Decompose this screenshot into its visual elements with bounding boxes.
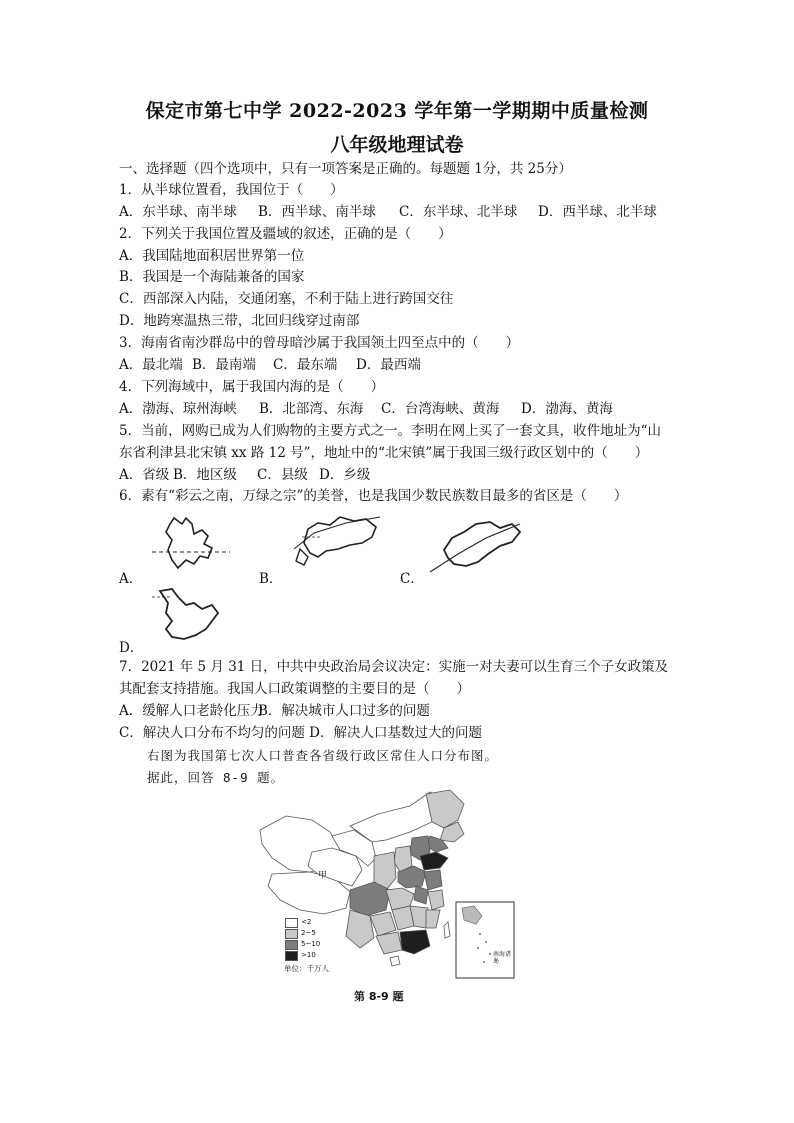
q5-option-d: D．乡级 (319, 467, 371, 483)
legend-unit: 单位：千万人 (284, 964, 329, 973)
question-5-line-1: 5．当前，网购已成为人们购物的主要方式之一。李明在网上买了一套文具，收件地址为“山 (119, 423, 661, 439)
exam-subtitle: 八年级地理试卷 (330, 134, 464, 156)
q1-option-b: B．西半球、南半球 (258, 204, 376, 220)
question-7-line-1: 7．2021 年 5 月 31 日，中共中央政治局会议决定：实施一对夫妻可以生育三个子女政策及 (119, 659, 669, 675)
q7-option-a: A．缓解人口老龄化压力 (119, 703, 264, 719)
q2-option-c: C．西部深入内陆，交通闭塞，不利于陆上进行跨国交往 (119, 291, 454, 307)
q5-option-c: C．县级 (257, 467, 308, 483)
q3-option-b: B．最南端 (192, 357, 256, 373)
legend-swatch-5-10 (285, 940, 298, 950)
q6-label-b: B． (259, 571, 283, 587)
q2-option-d: D．地跨寒温热三带，北回归线穿过南部 (119, 313, 360, 329)
map-region-jia-label: 甲 (318, 871, 328, 881)
q5-option-b: B．地区级 (173, 467, 237, 483)
q6-label-a: A． (119, 571, 143, 587)
question-1-stem: 1．从半球位置看，我国位于（ ） (119, 182, 344, 198)
q5-option-a: A．省级 (119, 467, 170, 483)
q7-options-cd: C．解决人口分布不均匀的问题 D．解决人口基数过大的问题 (119, 725, 482, 741)
q1-option-c: C．东半球、北半球 (399, 204, 518, 220)
question-6-stem: 6．素有“彩云之南，万绿之宗”的美誉，也是我国少数民族数目最多的省区是（ ） (119, 488, 628, 504)
q4-option-d: D．渤海、黄海 (521, 401, 613, 417)
q3-option-a: A．最北端 (119, 357, 183, 373)
q6-option-a-province-map (148, 512, 232, 574)
q1-option-d: D．西半球、北半球 (538, 204, 657, 220)
q3-option-d: D．最西端 (356, 357, 421, 373)
q7-option-b: B．解决城市人口过多的问题 (258, 703, 430, 719)
q6-label-c: C． (400, 571, 424, 587)
question-5-line-2: 东省利津县北宋镇 xx 路 12 号”，地址中的“北宋镇”属于我国三级行政区划中的（ ） (119, 445, 649, 461)
legend-swatch-lt2 (285, 918, 298, 928)
question-3-stem: 3．海南省南沙群岛中的曾母暗沙属于我国领土四至点中的（ ） (119, 335, 520, 351)
q4-option-c: C．台湾海峡、黄海 (381, 401, 500, 417)
question-4-options (119, 400, 613, 418)
q6-option-b-province-map (290, 513, 382, 569)
q1-option-a: A．东半球、南半球 (119, 204, 237, 220)
question-4-stem: 4．下列海域中，属于我国内海的是（ ） (119, 379, 385, 395)
q8-9-intro-line-2: 据此，回答 8-9 题。 (147, 770, 285, 785)
question-5-options (119, 466, 370, 484)
q4-option-a: A．渤海、琼州海峡 (119, 401, 237, 417)
section-heading: 一、选择题（四个选项中，只有一项答案是正确的。每题题 1分，共 25分） (119, 161, 572, 177)
map-inset-label: 南海诸岛 (493, 951, 512, 965)
legend-label-lt2: <2 (301, 918, 312, 926)
legend-label-5-10: 5~10 (301, 940, 321, 948)
legend-swatch-2-5 (285, 929, 298, 939)
q2-option-a: A．我国陆地面积居世界第一位 (119, 248, 305, 264)
q3-option-c: C．最东端 (273, 357, 338, 373)
question-3-options (119, 356, 421, 374)
question-1-options (119, 203, 657, 221)
q6-option-d-province-map (150, 585, 226, 645)
exam-title: 保定市第七中学 2022-2023 学年第一学期期中质量检测 (145, 100, 649, 122)
figure-caption: 第 8-9 题 (354, 990, 404, 1003)
legend-label-2-5: 2~5 (301, 929, 316, 937)
q8-9-intro-line-1: 右图为我国第七次人口普查各省级行政区常住人口分布图。 (147, 748, 499, 763)
question-7-line-2: 其配套支持措施。我国人口政策调整的主要目的是（ ） (119, 681, 470, 697)
question-7-options-ab (119, 702, 430, 720)
q6-label-d: D． (119, 640, 144, 656)
legend-swatch-gt10 (285, 951, 298, 961)
question-2-stem: 2．下列关于我国位置及疆域的叙述，正确的是（ ） (119, 226, 452, 242)
q2-option-b: B．我国是一个海陆兼备的国家 (119, 269, 305, 285)
legend-label-gt10: >10 (301, 951, 316, 959)
q4-option-b: B．北部湾、东海 (259, 401, 364, 417)
q6-option-c-province-map (428, 516, 524, 574)
